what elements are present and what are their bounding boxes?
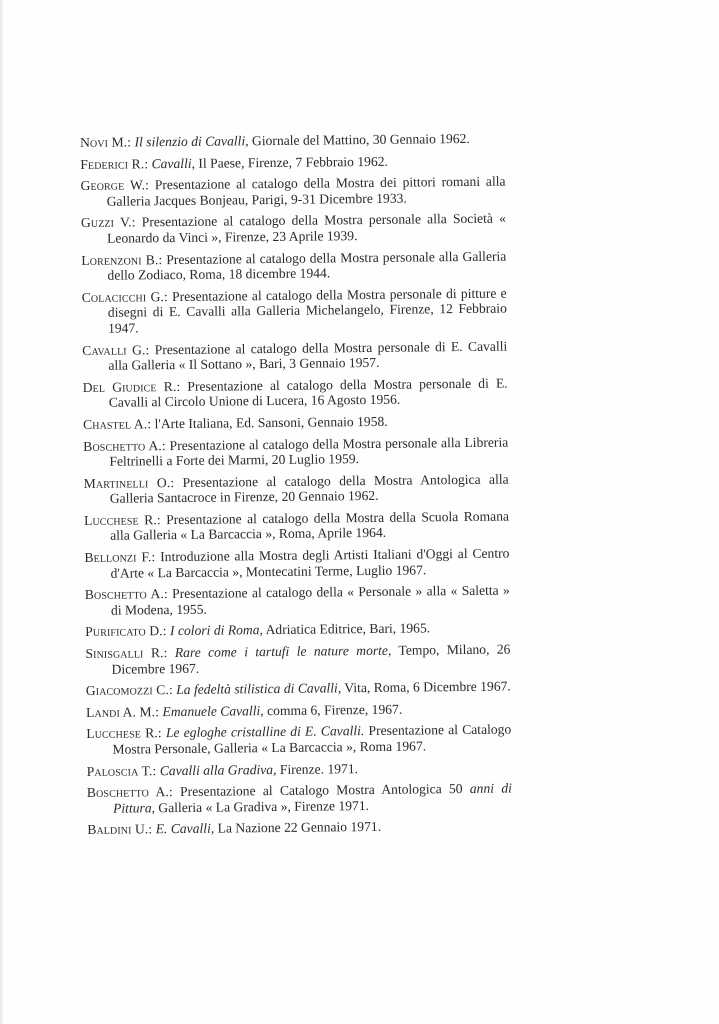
entry-author: Lucchese R.: [86, 725, 162, 742]
bibliography-entry [81, 211, 506, 247]
entry-title: Cavalli alla Gradiva, [159, 761, 277, 778]
entry-author: Bellonzi F.: [84, 549, 156, 566]
entry-details: La Nazione 22 Gennaio 1971. [214, 819, 382, 837]
bibliography-entry [82, 338, 507, 374]
entry-author: Boschetto A.: [84, 586, 168, 603]
entry-author: Novi M.: [80, 134, 132, 150]
entry-details: Presentazione al catalogo della Mostra personale alla Società « Leonardo da Vinci », Firenze, 23 Aprile 1939. [107, 210, 506, 246]
bibliography-entry [86, 679, 511, 699]
entry-details: Firenze. 1971. [276, 760, 359, 777]
bibliography-entry [86, 722, 511, 758]
bibliography-entry [85, 583, 510, 619]
bibliography-entry [83, 375, 508, 411]
entry-author: Martinelli O.: [83, 474, 175, 491]
entry-details: Giornale del Mattino, 30 Gennaio 1962. [248, 130, 470, 149]
entry-author: Paloscia T.: [86, 762, 157, 779]
bibliography-entry [87, 759, 512, 779]
entry-details: comma 6, Firenze, 1967. [263, 701, 403, 718]
bibliography-entry [86, 700, 511, 720]
page-edge-shadow [0, 0, 4, 1024]
entry-title: Il silenzio di Cavalli, [134, 133, 249, 150]
bibliography-entry [83, 434, 508, 470]
entry-details: Presentazione al catalogo della Mostra della Scuola Romana alla Galleria « La Barcaccia », Roma, Aprile 1964. [110, 508, 510, 544]
bibliography-entry [85, 642, 510, 678]
entry-details: Adriatica Editrice, Bari, 1965. [262, 620, 431, 638]
bibliography-entry [80, 174, 505, 210]
entry-title: Emanuele Cavalli, [162, 702, 264, 719]
entry-author: Boschetto A.: [86, 784, 173, 801]
entry-author: Colacicchi G.: [81, 288, 168, 305]
entry-author: Lucchese R.: [83, 512, 161, 528]
bibliography-entry [81, 248, 506, 284]
entry-details: Presentazione al catalogo della Mostra dei pittori romani alla Galleria Jacques Bonjeau, Parigi, 9-31 Dicembre 1933. [106, 173, 506, 209]
entry-author: Del Giudice R.: [82, 378, 181, 395]
entry-author: Baldini U.: [87, 821, 153, 838]
bibliography-list [80, 131, 512, 844]
entry-title: E. Cavalli, [155, 821, 215, 837]
entry-author: Sinisgalli R.: [85, 645, 168, 662]
bibliography-entry [84, 546, 509, 582]
entry-details: Presentazione al catalogo della Mostra personale alla Galleria dello Zodiaco, Roma, 18 dicembre 1944. [107, 248, 507, 283]
entry-details: Il Paese, Firenze, 7 Febbraio 1962. [194, 153, 388, 171]
entry-inline-title: anni di Pittura, [112, 780, 512, 816]
entry-author: Cavalli G.: [82, 341, 150, 358]
entry-details: Tempo, Milano, 26 Dicembre 1967. [111, 641, 511, 677]
entry-details: Presentazione al catalogo della Mostra personale di pitture e disegni di E. Cavalli alla Galleria Michelangelo, Firenze, 12 Febbraio 1947. [107, 285, 507, 336]
entry-details: Presentazione al catalogo della Mostra personale di E. Cavalli al Circolo Unione di Lucera, 16 Agosto 1956. [108, 375, 508, 411]
bibliography-entry [80, 131, 505, 151]
entry-title: La fedeltà stilistica di Cavalli, [176, 680, 342, 698]
entry-details: Presentazione al Catalogo Mostra Antologica 50 anni di Pittura, Galleria « La Gradiva », Firenze 1971. [112, 780, 512, 816]
entry-author: Lorenzoni B.: [81, 251, 163, 268]
entry-details: Presentazione al catalogo della « Personale » alla « Saletta » di Modena, 1955. [110, 582, 510, 618]
entry-author: Federici R.: [80, 155, 149, 172]
entry-details: l'Arte Italiana, Ed. Sansoni, Gennaio 1958. [151, 413, 388, 432]
entry-author: Chastel A.: [82, 416, 152, 432]
bibliography-entry [84, 508, 509, 544]
entry-title: Cavalli, [151, 155, 196, 171]
entry-author: Boschetto A.: [83, 437, 166, 454]
entry-details: Presentazione al catalogo della Mostra Antologica alla Galleria Santacroce in Firenze, 20 Gennaio 1962. [109, 471, 509, 506]
bibliography-entry [83, 412, 508, 432]
entry-title: Rare come i tartufi le nature morte, [174, 642, 392, 661]
entry-author: George W.: [80, 177, 150, 194]
bibliography-entry [82, 285, 507, 336]
entry-details: Introduzione alla Mostra degli Artisti Italiani d'Oggi al Centro d'Arte « La Barcaccia », Montecatini Terme, Luglio 1967. [110, 545, 510, 581]
entry-title: Le egloghe cristalline di E. Cavalli. [165, 723, 365, 741]
entry-title: I colori di Roma, [169, 622, 263, 639]
entry-details: Presentazione al catalogo della Mostra personale alla Libreria Feltrinelli a Forte dei Marmi, 20 Luglio 1959. [109, 434, 509, 469]
entry-author: Purificato D.: [85, 623, 167, 640]
entry-author: Guzzi V.: [80, 214, 136, 231]
entry-details: Presentazione al Catalogo Mostra Personale, Galleria « La Barcaccia », Roma 1967. [112, 721, 512, 757]
bibliography-entry [84, 471, 509, 507]
entry-details: Vita, Roma, 6 Dicembre 1967. [341, 678, 511, 696]
bibliography-entry [85, 620, 510, 640]
entry-author: Giacomozzi C.: [85, 682, 173, 699]
bibliography-entry [80, 152, 505, 172]
entry-author: Landi A. M.: [85, 704, 160, 720]
bibliography-entry [87, 818, 512, 838]
bibliography-entry [87, 781, 512, 817]
entry-details: Presentazione al catalogo della Mostra personale di E. Cavalli alla Galleria « Il Sottano », Bari, 3 Gennaio 1957. [108, 338, 508, 373]
